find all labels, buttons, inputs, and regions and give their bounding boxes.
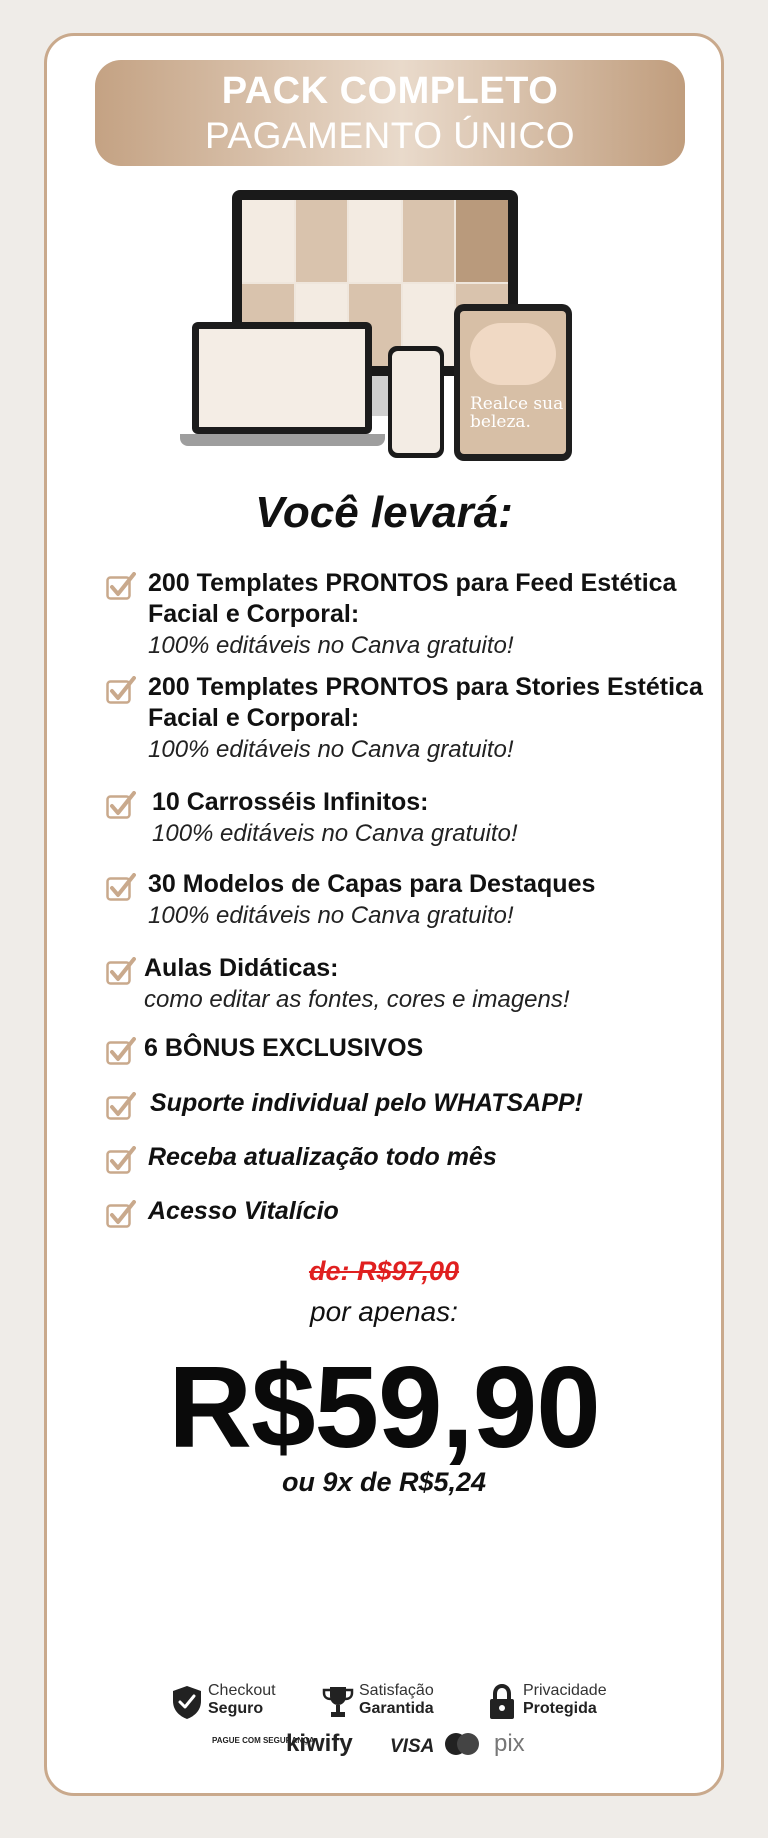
trophy-icon: [321, 1684, 355, 1720]
privacidade-protegida-badge: [485, 1682, 615, 1722]
tablet-text: Realce sua beleza.: [470, 394, 564, 432]
item-title: Acesso Vitalício: [148, 1197, 339, 1225]
item-title: 200 Templates PRONTOS para Feed Estética Facial e Corporal:: [148, 569, 677, 628]
item-title: Receba atualização todo mês: [148, 1143, 497, 1171]
laptop-mockup: [192, 322, 372, 434]
badge-line2: Garantida: [359, 1700, 434, 1717]
header-banner: [95, 60, 685, 166]
kiwify-logo: kiwify: [286, 1730, 353, 1757]
shield-check-icon: [170, 1684, 204, 1720]
payment-methods: [0, 1732, 768, 1762]
item-subtitle: 100% editáveis no Canva gratuito!: [148, 902, 514, 929]
checkout-seguro-badge: [170, 1682, 290, 1722]
phone-mockup: [388, 346, 444, 458]
checkbox-icon: [106, 873, 136, 901]
item-title: 10 Carrosséis Infinitos:: [152, 788, 429, 816]
badge-line1: Checkout: [208, 1682, 276, 1699]
pague-com-seguranca: PAGUE COM SEGURANÇA: [212, 1736, 315, 1745]
satisfacao-garantida-badge: [321, 1682, 451, 1722]
badge-line1: Privacidade: [523, 1682, 607, 1699]
price: R$59,90: [168, 1342, 600, 1472]
item-subtitle: 100% editáveis no Canva gratuito!: [148, 632, 514, 659]
tablet-mockup: [454, 304, 572, 461]
item-subtitle: 100% editáveis no Canva gratuito!: [148, 736, 514, 763]
lock-icon: [485, 1684, 519, 1720]
header-subtitle: PAGAMENTO ÚNICO: [204, 115, 575, 156]
item-title: 200 Templates PRONTOS para Stories Estética Facial e Corporal:: [148, 673, 703, 732]
visa-logo: VISA: [390, 1736, 435, 1757]
item-subtitle: como editar as fontes, cores e imagens!: [144, 986, 570, 1013]
section-title: Você levará:: [255, 488, 513, 537]
installments: ou 9x de R$5,24: [281, 1467, 487, 1497]
item-title: 6 BÔNUS EXCLUSIVOS: [144, 1034, 424, 1062]
checkbox-icon: [106, 1037, 136, 1065]
por-apenas-label: por apenas:: [310, 1296, 458, 1327]
header-title: PACK COMPLETO: [221, 70, 559, 112]
checkbox-icon: [106, 1200, 136, 1228]
checkbox-icon: [106, 572, 136, 600]
badge-line1: Satisfação: [359, 1682, 434, 1699]
item-title: 30 Modelos de Capas para Destaques: [148, 870, 596, 898]
item-title: Suporte individual pelo WHATSAPP!: [150, 1089, 583, 1117]
checkbox-icon: [106, 676, 136, 704]
item-subtitle: 100% editáveis no Canva gratuito!: [152, 820, 518, 847]
checkbox-icon: [106, 1146, 136, 1174]
item-title: Aulas Didáticas:: [144, 954, 339, 982]
checkbox-icon: [106, 791, 136, 819]
checkbox-icon: [106, 1092, 136, 1120]
checkbox-icon: [106, 957, 136, 985]
badge-line2: Protegida: [523, 1700, 597, 1717]
mastercard-icon: [443, 1732, 481, 1756]
old-price: de: R$97,00: [308, 1256, 460, 1286]
pix-logo: pix: [494, 1730, 525, 1757]
product-mockup-image: [180, 186, 580, 466]
badge-line2: Seguro: [208, 1700, 264, 1717]
